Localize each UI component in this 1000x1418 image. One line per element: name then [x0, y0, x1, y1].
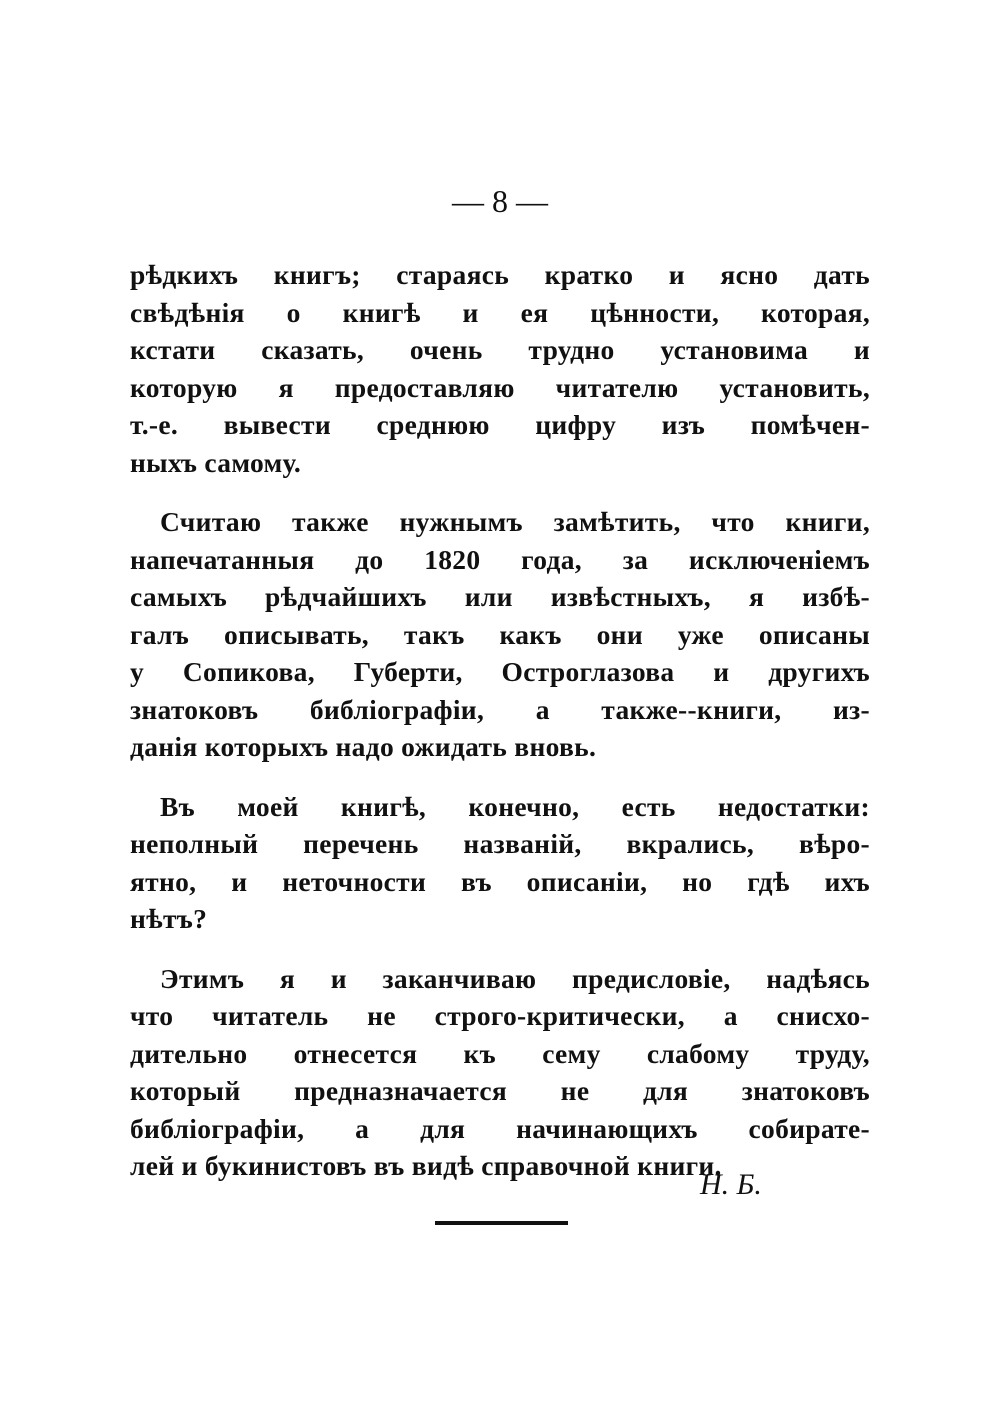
text-line: которую я предоставляю читателю установить,: [130, 371, 870, 403]
text-line: галъ описывать, такъ какъ они уже описаны: [130, 618, 870, 650]
page-number: — 8 —: [452, 183, 548, 219]
text-line: Этимъ я и заканчиваю предисловіе, надѣясь: [160, 962, 870, 994]
text-line: Считаю также нужнымъ замѣтить, что книги,: [160, 506, 870, 537]
text-line: ныхъ самому.: [130, 446, 302, 478]
text-line: что читатель не строго-критически, а снисхо-: [130, 1000, 870, 1031]
author-signature: Н. Б.: [700, 1168, 762, 1201]
text-line: неполный перечень названій, вкрались, вѣро-: [130, 828, 870, 859]
text-line: который предназначается не для знатоковъ: [130, 1075, 870, 1106]
end-rule-divider: [435, 1221, 568, 1225]
paragraph: [130, 256, 870, 481]
text-line: данія которыхъ надо ожидать вновь.: [130, 731, 597, 762]
text-line: Въ моей книгѣ, конечно, есть недостатки:: [160, 790, 870, 822]
body-text: [130, 256, 870, 1207]
text-line: дительно отнесется къ сему слабому труду,: [130, 1037, 870, 1069]
text-line: знатоковъ библіографіи, а также--книги, из-: [130, 693, 870, 725]
text-line: лей и букинистовъ въ видѣ справочной книги.: [130, 1150, 722, 1181]
paragraph: [130, 788, 870, 938]
text-line: напечатанныя до 1820 года, за исключеніемъ: [130, 543, 870, 575]
text-line: библіографіи, а для начинающихъ собирате-: [130, 1112, 870, 1144]
paragraph: [130, 960, 870, 1185]
text-line: т.-е. вывести среднюю цифру изъ помѣчен-: [130, 409, 870, 440]
text-line: кстати сказать, очень трудно установима и: [130, 334, 870, 365]
text-line: рѣдкихъ книгъ; стараясь кратко и ясно дать: [130, 259, 870, 290]
text-line: самыхъ рѣдчайшихъ или извѣстныхъ, я избѣ-: [130, 581, 870, 612]
text-line: нѣтъ?: [130, 903, 208, 934]
paragraph: [130, 503, 870, 766]
text-line: свѣдѣнія о книгѣ и ея цѣнности, которая,: [130, 296, 870, 328]
text-line: у Сопикова, Губерти, Остроглазова и другихъ: [130, 656, 870, 687]
text-line: ятно, и неточности въ описаніи, но гдѣ ихъ: [130, 865, 870, 897]
